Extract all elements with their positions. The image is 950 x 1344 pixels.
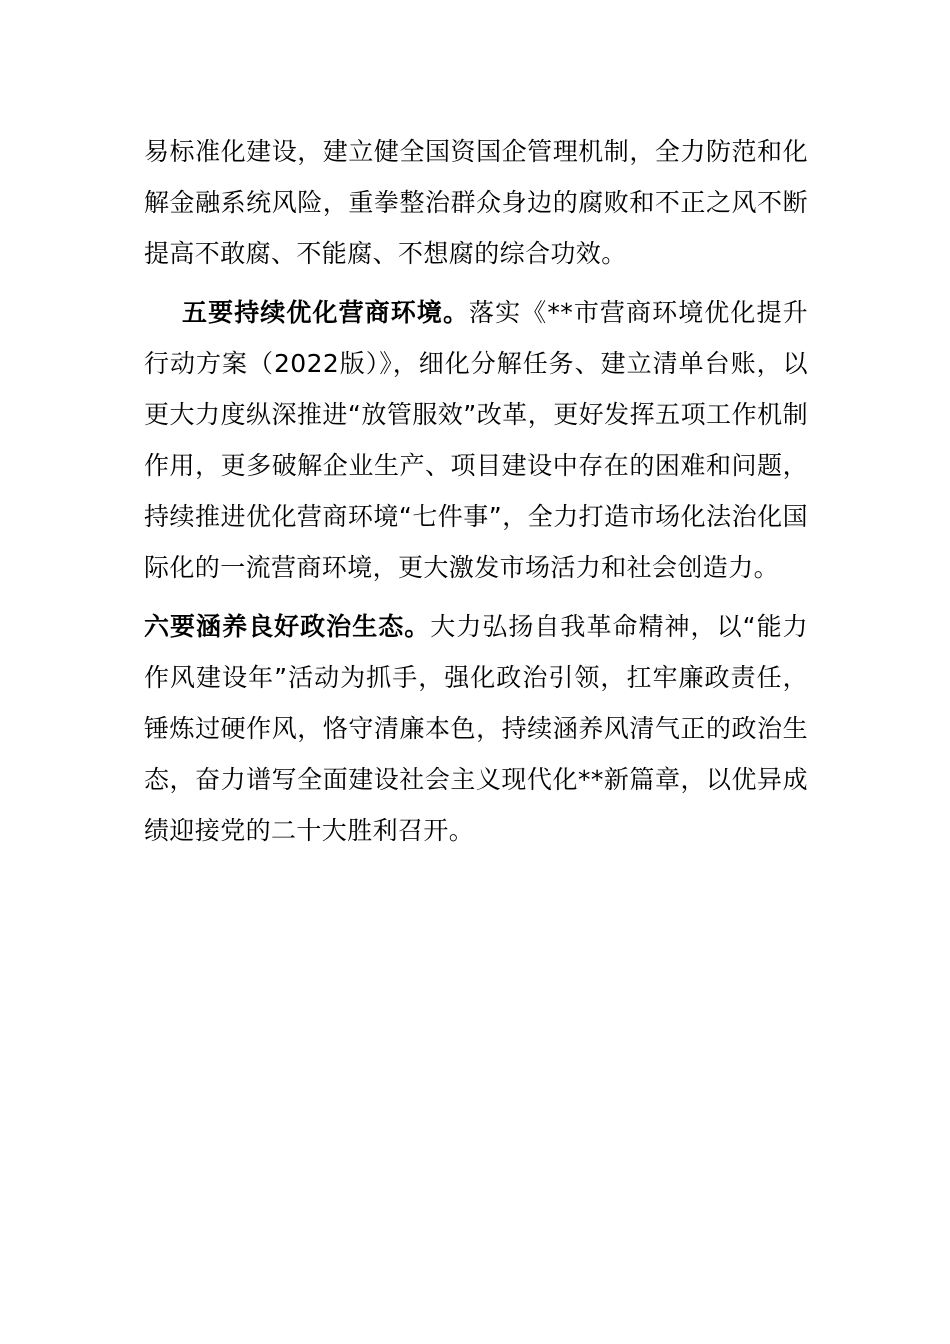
paragraph-text: 落实《**市营商环境优化提升行动方案（2022版）》，细化分解任务、建立清单台账，以更大力度纵深推进“放管服效”改革，更好发挥五项工作机制作用，更多破解企业生产、项目建设中存在的困难和问题，持续推进优化营商环境“七件事”，全力打造市场化法治化国际化的一流营商环境，更大激发市场活力和社会创造力。: [144, 298, 808, 582]
document-body: [144, 126, 808, 856]
paragraph-text: 大力弘扬自我革命精神，以“能力作风建设年”活动为抓手，强化政治引领，扛牢廉政责任，锤炼过硬作风，恪守清廉本色，持续涵养风清气正的政治生态，奋力谱写全面建设社会主义现代化**新篇章，以优异成绩迎接党的二十大胜利召开。: [144, 612, 809, 845]
paragraph-political-ecology: [144, 601, 808, 856]
paragraph-continuation: [144, 126, 808, 279]
paragraph-business-environment: [144, 287, 808, 593]
paragraph-text: 易标准化建设，建立健全国资国企管理机制，全力防范和化解金融系统风险，重拳整治群众身边的腐败和不正之风不断提高不敢腐、不能腐、不想腐的综合功效。: [144, 137, 808, 268]
paragraph-heading: 五要持续优化营商环境。: [182, 298, 470, 327]
paragraph-heading: 六要涵养良好政治生态。: [144, 612, 431, 641]
